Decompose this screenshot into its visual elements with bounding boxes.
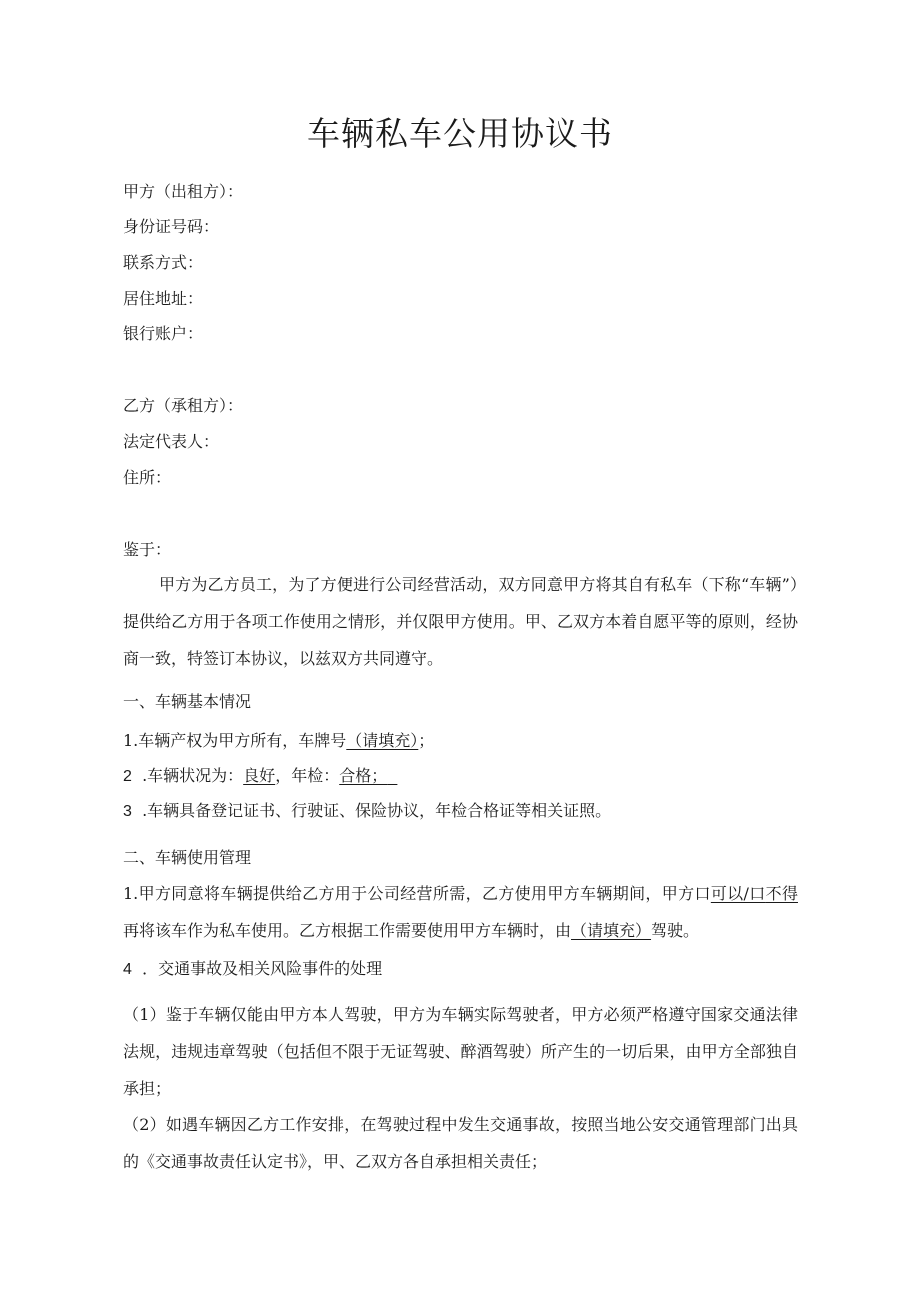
driver-fill: （请填充） <box>571 921 652 940</box>
section2-item4-num: 4 <box>123 961 132 978</box>
party-a-bank-account: 银行账户： <box>123 324 204 343</box>
plate-number-fill: （请填充） <box>346 731 419 750</box>
section2-item1-mid: 再将该车作为私车使用。乙方根据工作需要使用甲方车辆时，由 <box>123 921 572 940</box>
annual-inspection-fill: 合格； <box>339 766 388 785</box>
section1-item1-prefix: 1.车辆产权为甲方所有，车牌号 <box>123 731 347 750</box>
section2-item4-text: ．交通事故及相关风险事件的处理 <box>142 959 383 978</box>
accident-clause-2: （2）如遇车辆因乙方工作安排，在驾驶过程中发生交通事故，按照当地公安交通管理部门出具的《交通事故责任认定书》，甲、乙双方各自承担相关责任； <box>123 1115 798 1171</box>
party-a-label: 甲方（出租方）： <box>123 182 244 201</box>
section1-item1-suffix: ； <box>418 731 435 750</box>
section2-item1-suffix: 驾驶。 <box>651 921 700 940</box>
whereas-text: 甲方为乙方员工，为了方便进行公司经营活动，双方同意甲方将其自有私车（下称“车辆”）提供给乙方用于各项工作使用之情形，并仅限甲方使用。甲、乙双方本着自愿平等的原则，经协商一致，特签订本协议，以兹双方共同遵守。 <box>123 575 798 668</box>
section1-item3 <box>123 800 803 823</box>
party-b-residence: 住所： <box>123 468 172 487</box>
section1-item2-num: 2 <box>123 768 132 785</box>
party-b-legal-rep: 法定代表人： <box>123 432 220 451</box>
section1-item3-num: 3 <box>123 803 132 820</box>
usage-option-fill-b: 不得 <box>765 884 798 903</box>
whereas-label: 鉴于： <box>123 540 172 559</box>
party-a-address: 居住地址： <box>123 289 204 308</box>
party-a-contact: 联系方式： <box>123 253 204 272</box>
usage-option-fill-a: 可以/口 <box>710 884 766 903</box>
vehicle-condition-fill: 良好 <box>243 766 276 785</box>
section2-item1 <box>123 875 798 949</box>
party-a-id-number: 身份证号码： <box>123 217 220 236</box>
section2-heading: 二、车辆使用管理 <box>123 848 252 867</box>
annual-inspection-fill-tail <box>387 766 397 785</box>
section2-item1-prefix: 1.甲方同意将车辆提供给乙方用于公司经营所需，乙方使用甲方车辆期间，甲方口 <box>123 884 711 903</box>
section1-item2 <box>123 765 803 788</box>
section2-item4 <box>123 958 803 981</box>
party-b-label: 乙方（承租方）： <box>123 396 244 415</box>
document-title: 车辆私车公用协议书 <box>307 114 613 153</box>
section1-item2-mid: ，年检： <box>275 766 340 785</box>
accident-clause-1: （1）鉴于车辆仅能由甲方本人驾驶，甲方为车辆实际驾驶者，甲方必须严格遵守国家交通法律法规，违规违章驾驶（包括但不限于无证驾驶、醉酒驾驶）所产生的一切后果，由甲方全部独自承担； <box>123 1005 798 1098</box>
section1-item3-text: .车辆具备登记证书、行驶证、保险协议，年检合格证等相关证照。 <box>142 801 612 820</box>
section1-item1 <box>123 730 803 752</box>
section1-item2-prefix: .车辆状况为： <box>142 766 244 785</box>
section1-heading: 一、车辆基本情况 <box>123 692 252 711</box>
